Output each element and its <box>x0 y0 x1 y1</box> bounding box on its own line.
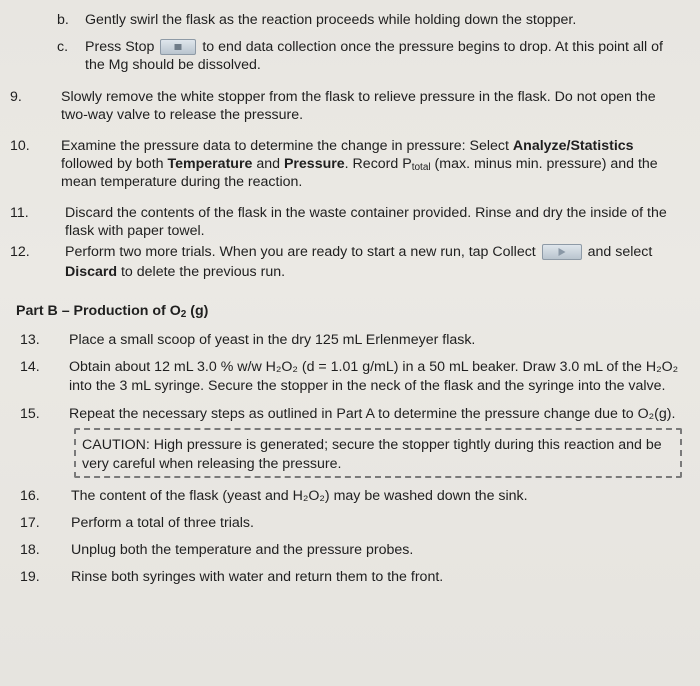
item-13-number: 13. <box>20 332 40 348</box>
item-11-number: 11. <box>10 205 29 221</box>
item-16-text: The content of the flask (yeast and H₂O₂) may be washed down the sink. <box>71 488 528 504</box>
item-18-text: Unplug both the temperature and the pressure probes. <box>71 542 414 558</box>
item-c-line-2: the Mg should be dissolved. <box>85 57 261 73</box>
item-10-line-1: Examine the pressure data to determine the change in pressure: Select Analyze/Statistics <box>61 138 634 154</box>
item-14-number: 14. <box>20 359 40 375</box>
item-10-number: 10. <box>10 138 30 154</box>
item-11-line-2: flask with paper towel. <box>65 223 205 239</box>
item-c-line-1: Press Stop to end data collection once the pressure begins to drop. At this point all of <box>85 39 663 55</box>
stop-icon <box>160 39 196 55</box>
item-17-number: 17. <box>20 515 40 531</box>
item-16-number: 16. <box>20 488 40 504</box>
item-17-text: Perform a total of three trials. <box>71 515 254 531</box>
item-14-line-2: into the 3 mL syringe. Secure the stopper in the neck of the flask and the syringe into the valve. <box>69 378 666 394</box>
item-19-text: Rinse both syringes with water and return them to the front. <box>71 569 444 585</box>
item-12-line-2: Discard to delete the previous run. <box>65 264 286 280</box>
item-b-label: b. <box>57 12 69 28</box>
part-b-heading: Part B – Production of $O_2$ (g) <box>16 303 209 320</box>
item-15-number: 15. <box>20 406 40 422</box>
caution-line-2: very careful when releasing the pressure. <box>82 456 342 472</box>
item-9-number: 9. <box>10 89 22 105</box>
item-12-number: 12. <box>10 244 30 260</box>
item-10-line-2: followed by both Temperature and Pressure. Record $P_{total}$ (max. minus min. pressure) and the <box>61 156 658 173</box>
item-13-text: Place a small scoop of yeast in the dry 125 mL Erlenmeyer flask. <box>69 332 476 348</box>
item-11-line-1: Discard the contents of the flask in the waste container provided. Rinse and dry the inside of the <box>65 205 667 221</box>
item-b-text: Gently swirl the flask as the reaction proceeds while holding down the stopper. <box>85 12 577 28</box>
caution-line-1: CAUTION: High pressure is generated; secure the stopper tightly during this reaction and be <box>82 437 662 453</box>
item-19-number: 19. <box>20 569 40 585</box>
item-10-line-3: mean temperature during the reaction. <box>61 174 303 190</box>
item-9-line-1: Slowly remove the white stopper from the flask to relieve pressure in the flask. Do not open the <box>61 89 656 105</box>
play-icon <box>542 244 582 260</box>
item-c-label: c. <box>57 39 69 55</box>
item-9-line-2: two-way valve to release the pressure. <box>61 107 304 123</box>
item-18-number: 18. <box>20 542 40 558</box>
item-14-line-1: Obtain about 12 mL 3.0 % w/w H₂O₂ (d = 1.01 g/mL) in a 50 mL beaker. Draw 3.0 mL of the H₂O₂ <box>69 359 679 375</box>
item-12-line-1: Perform two more trials. When you are ready to start a new run, tap Collect and select <box>65 244 653 260</box>
item-15-text: Repeat the necessary steps as outlined in Part A to determine the pressure change due to O₂(g). <box>69 406 676 422</box>
